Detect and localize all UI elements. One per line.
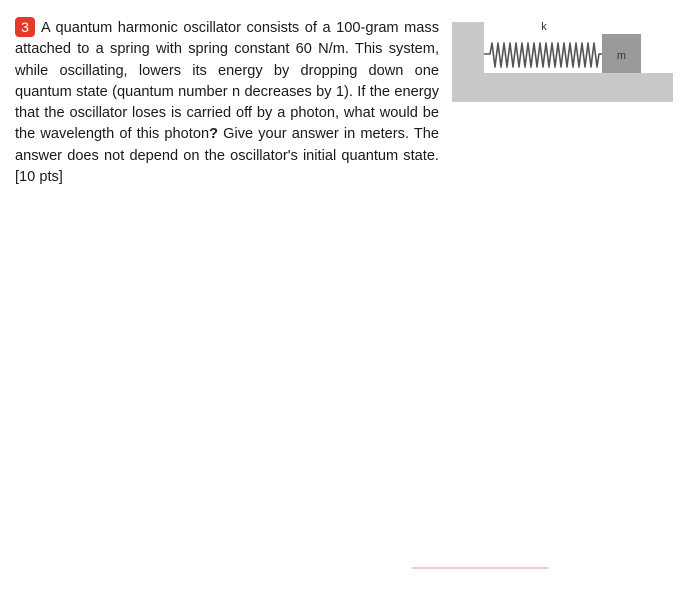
problem-number-badge: 3 (15, 17, 35, 37)
problem-text-part2: Give your answer in meters. The answer does not depend on the oscillator's initial quantum state. [10 pts] (15, 126, 439, 186)
spring-mass-diagram (452, 14, 676, 106)
question-mark: ? (209, 126, 218, 143)
spring (484, 43, 602, 67)
problem-text-part1: A quantum harmonic oscillator consists of a 100-gram mass attached to a spring with spring constant 60 N/m. This system, while oscillating, lowers its energy by dropping down one quantum state (quantum number n decreases by 1). If the energy that the oscillator loses is carried off by a photon, what would be the wavelength of this photon (15, 20, 439, 143)
floor (452, 73, 673, 102)
mass-label: m (616, 50, 627, 62)
spring-constant-label: k (541, 21, 547, 33)
pen-underline-mark (412, 567, 549, 569)
problem-statement (15, 17, 439, 188)
